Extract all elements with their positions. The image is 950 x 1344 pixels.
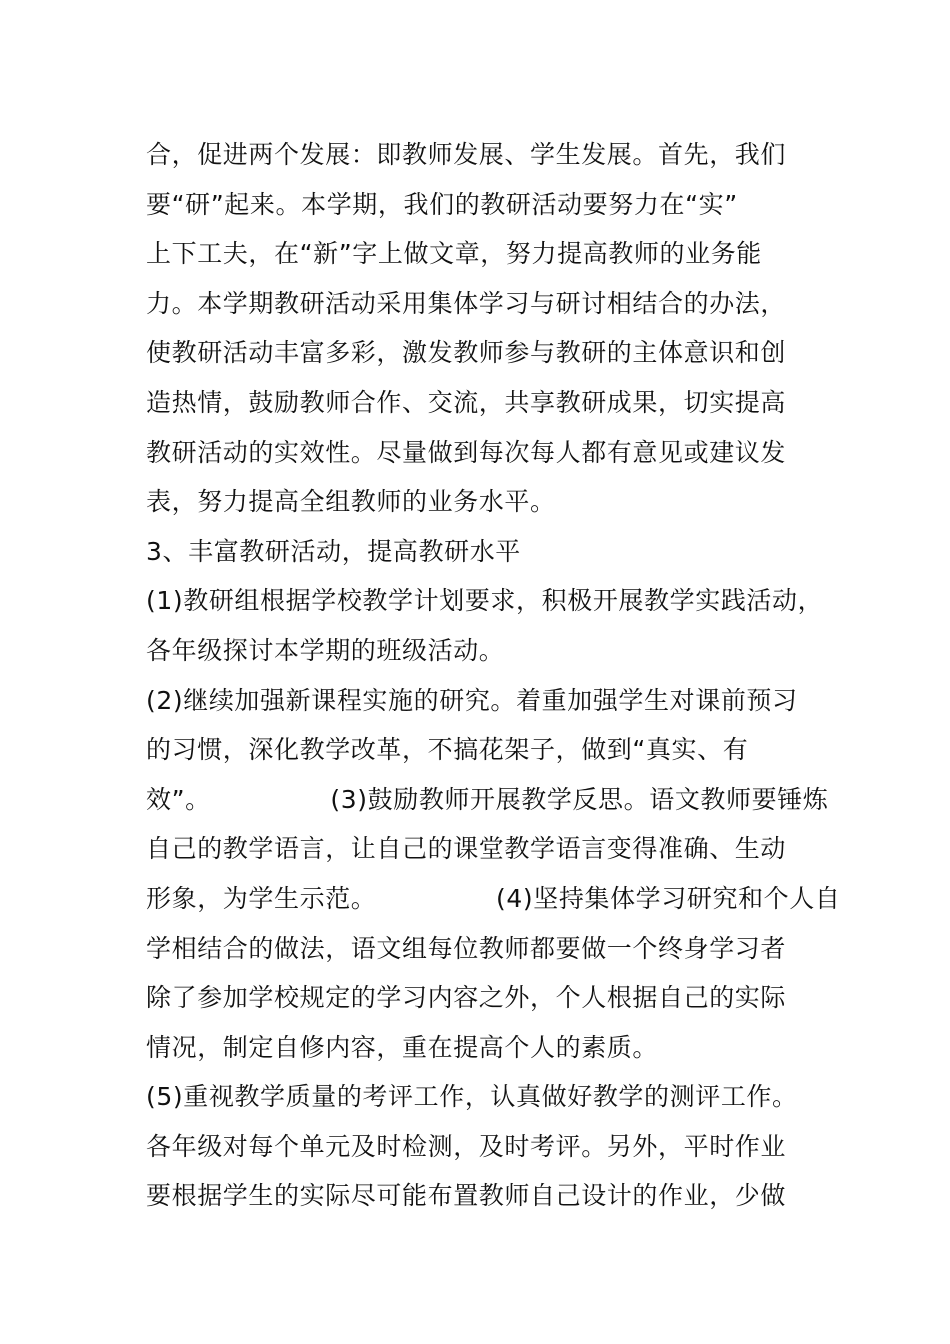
text-line: 效”。 (3)鼓励教师开展教学反思。语文教师要锤炼 xyxy=(146,784,829,814)
text-line: 除了参加学校规定的学习内容之外，个人根据自己的实际 xyxy=(146,983,787,1013)
body-text xyxy=(146,130,841,1221)
text-line: 使教研活动丰富多彩，激发教师参与教研的主体意识和创 xyxy=(146,338,787,368)
text-line: 情况，制定自修内容，重在提高个人的素质。 xyxy=(146,1032,659,1062)
text-line: 教研活动的实效性。尽量做到每次每人都有意见或建议发 xyxy=(146,437,787,467)
section-heading: 3、丰富教研活动，提高教研水平 xyxy=(146,536,521,566)
text-line: 各年级对每个单元及时检测，及时考评。另外，平时作业 xyxy=(146,1131,787,1161)
text-line: 的习惯，深化教学改革，不搞花架子，做到“真实、有 xyxy=(146,735,749,765)
text-line: 学相结合的做法，语文组每位教师都要做一个终身学习者 xyxy=(146,933,787,963)
text-line: 要“研”起来。本学期，我们的教研活动要努力在“实” xyxy=(146,189,738,219)
text-line: 合，促进两个发展：即教师发展、学生发展。首先，我们 xyxy=(146,140,787,169)
text-line: (5)重视教学质量的考评工作，认真做好教学的测评工作。 xyxy=(146,1082,798,1112)
text-line: 上下工夫，在“新”字上做文章，努力提高教师的业务能 xyxy=(146,239,762,269)
text-line: 表，努力提高全组教师的业务水平。 xyxy=(146,487,556,517)
text-line: 各年级探讨本学期的班级活动。 xyxy=(146,635,505,665)
text-line: 形象，为学生示范。 (4)坚持集体学习研究和个人自 xyxy=(146,883,841,913)
text-line: 自己的教学语言，让自己的课堂教学语言变得准确、生动 xyxy=(146,834,787,864)
text-line: 要根据学生的实际尽可能布置教师自己设计的作业，少做 xyxy=(146,1181,787,1211)
text-line: (1)教研组根据学校教学计划要求，积极开展教学实践活动， xyxy=(146,586,824,616)
text-line: (2)继续加强新课程实施的研究。着重加强学生对课前预习 xyxy=(146,685,798,715)
text-line: 力。本学期教研活动采用集体学习与研讨相结合的办法， xyxy=(146,288,787,318)
text-line: 造热情，鼓励教师合作、交流，共享教研成果，切实提高 xyxy=(146,387,787,417)
